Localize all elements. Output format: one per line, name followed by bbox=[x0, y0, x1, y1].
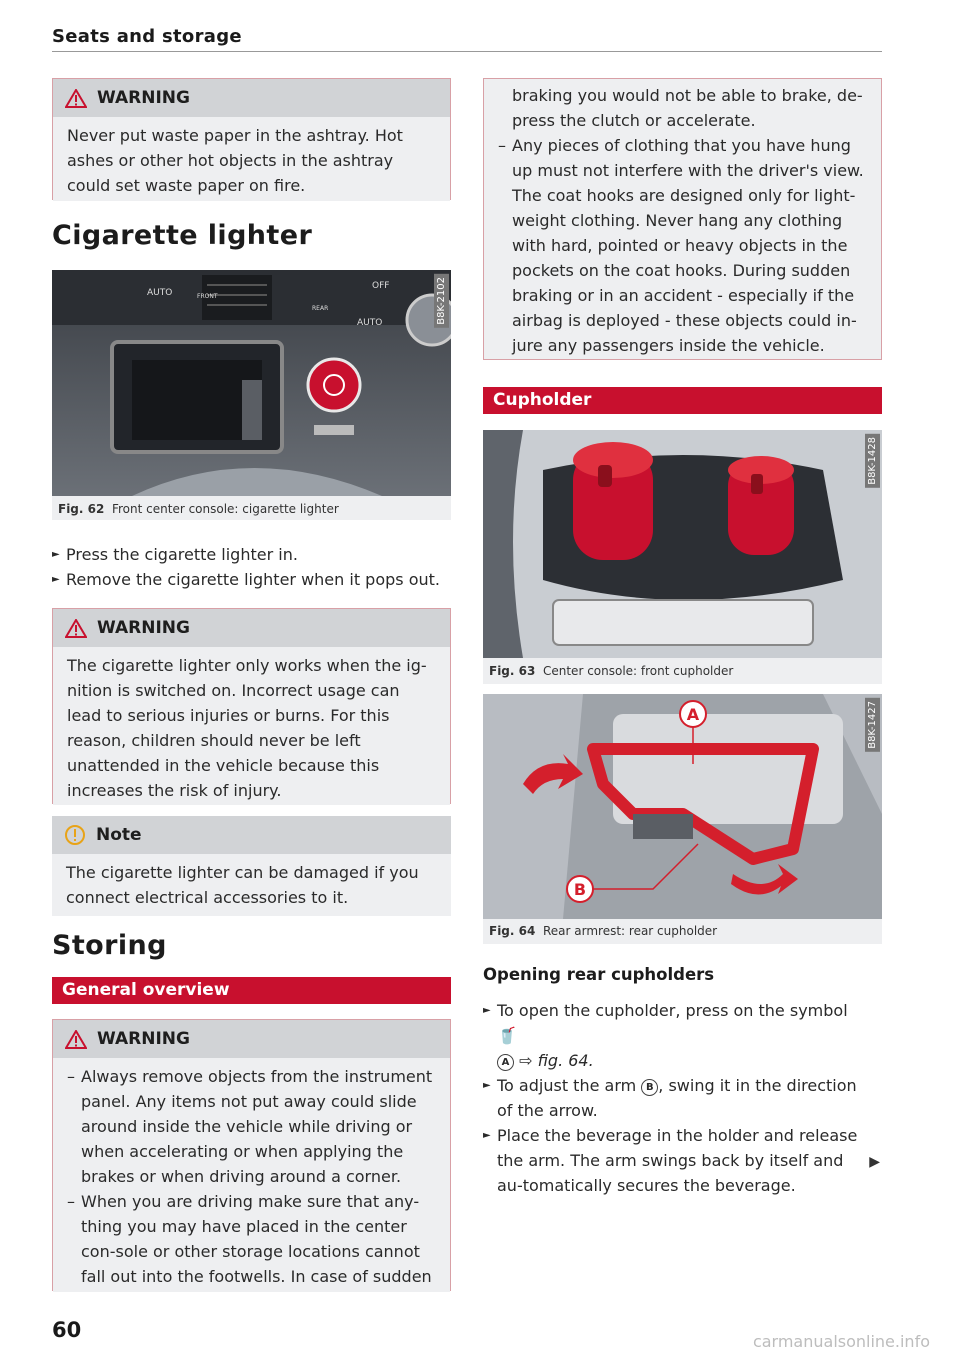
step-item: ► Remove the cigarette lighter when it pops out. bbox=[52, 567, 451, 592]
step-item: ► To open the cupholder, press on the symbol 🥤 A ⇨ fig. 64. bbox=[483, 998, 868, 1073]
warning-header bbox=[53, 1020, 450, 1058]
figure-64-caption: Fig. 64 Rear armrest: rear cupholder bbox=[489, 924, 718, 938]
warning-triangle-icon bbox=[65, 1030, 87, 1049]
svg-text:B: B bbox=[573, 880, 587, 899]
heading-opening-rear-cupholders: Opening rear cupholders bbox=[483, 965, 715, 984]
fig-64-link[interactable]: ⇨ fig. 64. bbox=[519, 1051, 594, 1070]
header-rule bbox=[52, 51, 882, 52]
heading-storing: Storing bbox=[52, 930, 167, 961]
marker-b-ref: B bbox=[641, 1079, 658, 1096]
warning-continued-text: braking you would not be able to brake, de-press the clutch or accelerate. bbox=[512, 86, 863, 130]
warning-triangle-icon bbox=[65, 89, 87, 108]
figure-64-image bbox=[483, 694, 882, 919]
cupholder-steps bbox=[483, 998, 868, 1198]
heading-cigarette-lighter: Cigarette lighter bbox=[52, 220, 313, 251]
warning-item: – Any pieces of clothing that you have hung up must not interfere with the driver's view. The coat hooks are designed only for light-weight clothing. Never hang any clothing with hard, pointed or heavy objects in the pockets on the coat hooks. During sudden braking or in an accident - especially if the airbag is deployed - these objects could in-jure any passengers inside the vehicle. bbox=[498, 133, 867, 358]
warning-item: – Always remove objects from the instrument panel. Any items not put away could slide around inside the vehicle while driving or when accelerating or when applying the brakes or when driving around a corner. bbox=[67, 1064, 436, 1189]
svg-text:REAR: REAR bbox=[312, 305, 329, 312]
warning-triangle-icon bbox=[65, 619, 87, 638]
warning-header bbox=[53, 609, 450, 647]
figure-64-code: B8K-1427 bbox=[865, 698, 880, 752]
figure-64 bbox=[483, 694, 882, 944]
figure-63-image bbox=[483, 430, 882, 658]
warning-title: WARNING bbox=[97, 1029, 190, 1049]
note-text: The cigarette lighter can be damaged if you connect electrical accessories to it. bbox=[52, 854, 451, 916]
figure-63-caption: Fig. 63 Center console: front cupholder bbox=[489, 664, 734, 678]
continue-arrow-icon: ▶ bbox=[869, 1154, 880, 1170]
warning-header bbox=[53, 79, 450, 117]
warning-title: WARNING bbox=[97, 618, 190, 638]
warning-box-storing bbox=[52, 1019, 451, 1291]
step-item: ► Place the beverage in the holder and release the arm. The arm swings back by itself and au-tomatically secures the beverage. bbox=[483, 1123, 868, 1198]
svg-text:A: A bbox=[686, 705, 700, 724]
warning-text: The cigarette lighter only works when the ig-nition is switched on. Incorrect usage can lead to serious injuries or burns. For this reason, children should never be left unattended in the vehicle because this increases the risk of injury. bbox=[53, 647, 450, 805]
svg-text:AUTO: AUTO bbox=[357, 318, 383, 328]
svg-text:OFF: OFF bbox=[372, 281, 390, 291]
page-number: 60 bbox=[52, 1318, 82, 1342]
warning-item: – When you are driving make sure that any-thing you may have placed in the center con-sole or other storage locations cannot fall out into the footwells. In case of sudden bbox=[67, 1189, 436, 1289]
step-item: ► Press the cigarette lighter in. bbox=[52, 542, 451, 567]
figure-62 bbox=[52, 270, 451, 520]
subheading-cupholder: Cupholder bbox=[483, 387, 882, 414]
figure-62-caption: Fig. 62 Front center console: cigarette lighter bbox=[58, 502, 339, 516]
cupholder-symbol-icon: 🥤 bbox=[497, 1026, 517, 1045]
figure-62-image bbox=[52, 270, 451, 496]
warning-body bbox=[53, 1058, 450, 1292]
watermark: carmanualsonline.info bbox=[752, 1332, 930, 1351]
note-title: Note bbox=[96, 825, 142, 845]
cigarette-steps bbox=[52, 542, 451, 592]
figure-62-code: B8K-2102 bbox=[434, 274, 449, 328]
svg-text:AUTO: AUTO bbox=[147, 288, 173, 298]
info-circle-icon bbox=[64, 824, 86, 846]
warning-title: WARNING bbox=[97, 88, 190, 108]
warning-box-ashtray bbox=[52, 78, 451, 200]
subheading-general-overview: General overview bbox=[52, 977, 451, 1004]
figure-63 bbox=[483, 430, 882, 684]
note-header bbox=[52, 816, 451, 854]
svg-text:FRONT: FRONT bbox=[197, 293, 218, 300]
figure-63-code: B8K-1428 bbox=[865, 434, 880, 488]
section-header: Seats and storage bbox=[52, 26, 242, 47]
warning-box-storing-continued bbox=[483, 78, 882, 360]
warning-text: Never put waste paper in the ashtray. Hot ashes or other hot objects in the ashtray could set waste paper on fire. bbox=[53, 117, 450, 201]
warning-body-continued bbox=[484, 79, 881, 359]
warning-box-lighter bbox=[52, 608, 451, 804]
step-item: ► To adjust the arm B , swing it in the direction of the arrow. bbox=[483, 1073, 868, 1123]
marker-a-ref: A bbox=[497, 1054, 514, 1071]
note-box bbox=[52, 816, 451, 908]
